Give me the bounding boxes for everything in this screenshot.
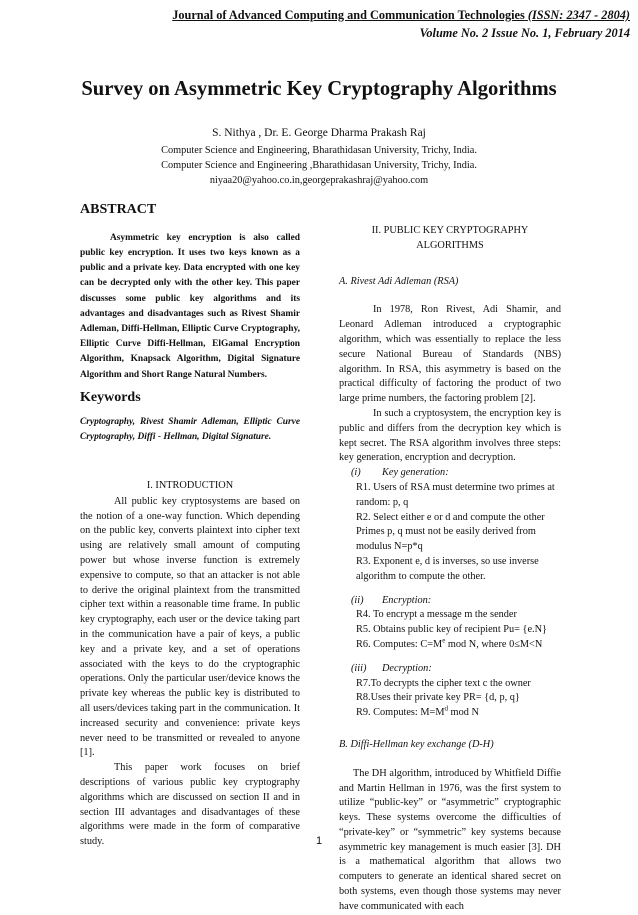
left-column (80, 203, 300, 850)
rsa-paragraph-2: In such a cryptosystem, the encryption key is public and differs from the decryption key which is kept secret. The RSA algorithm involves three steps: key generation, encryption and decryption. (339, 407, 561, 464)
step-r6 (356, 638, 561, 653)
keywords-body: Cryptography, Rivest Shamir Adleman, Elliptic Curve Cryptography, Diffi - Hellman, Digital Signature. (80, 416, 300, 442)
page-number: 1 (315, 835, 323, 847)
formula-prefix: R9. Computes: M=M (356, 707, 445, 719)
journal-title (0, 8, 630, 23)
formula-superscript: e (442, 636, 446, 645)
rsa-paragraph-1: In 1978, Ron Rivest, Adi Shamir, and Leonard Adleman introduced a cryptographic algorithm, which was essentially to replace the less secure National Bureau of Standards (NBS) algorithm. In RSA, this asymmetry is based on the practical difficulty of factoring the product of two large prime numbers, the factoring problem [2]. (339, 304, 561, 405)
journal-issn: (ISSN: 2347 - 2804) (527, 8, 630, 22)
step-label: Decryption: (382, 662, 432, 674)
step-number: (i) (351, 467, 361, 479)
step-r3: R3. Exponent e, d is inverses, so use inverse algorithm to compute the other. (356, 555, 539, 582)
formula-suffix: mod N, where 0≤M<N (445, 638, 543, 650)
key-generation-label (351, 466, 561, 481)
author-emails: niyaa20@yahoo.co.in,georgeprakashraj@yahoo.com (209, 175, 429, 186)
step-r7: R7.To decrypts the cipher text c the owner (356, 677, 531, 689)
right-column (339, 224, 561, 915)
authors: S. Nithya , Dr. E. George Dharma Prakash Raj (212, 127, 426, 139)
decryption-label (351, 662, 561, 677)
diffie-hellman-paragraph: The DH algorithm, introduced by Whitfield Diffie and Martin Hellman in 1976, was the first system to utilize “public-key” or “asymmetric” cryptographic keys. These systems overcome the difficulties of “private-key” or “symmetric” key systems because asymmetric key management is much easier [3]. DH is a mathematical algorithm that allows two computers to generate an identical shared secret on both systems, even though those systems may never have communicated with each (339, 767, 561, 912)
step-r1: R1. Users of RSA must determine two primes at random: p, q (356, 481, 555, 508)
introduction-paragraph-1: All public key cryptosystems are based on the notion of a one-way function. Which depending on the public key, converts plaintext into cipher text using are relatively small amount of computing power but whose inverse function is extremely expensive to compute, so that an attacker is not able to derive the original plaintext from the transmitted cipher text within a reasonable time frame. In public key cryptography, each user or the device taking part in the communication have a pair of keys, a public key and a private key, and a set of operations associated with the keys to do the cryptographic operations. Only the particular user/device knows the private key whereas the public key is distributed to all users/devices taking part in the communication. It increased security and convenience: private keys never need to be transmitted or revealed to anyone [1]. (80, 495, 300, 759)
abstract-body: Asymmetric key encryption is also called public key encryption. It uses two keys known as a public and a private key. Data encrypted with one key can be decrypted only with the other key. This paper discusses some public key algorithms and its advantages and disadvantages such as Rivest Shamir Adleman, Diffi-Hellman, Elliptic Curve Cryptography, Elliptic Curve Diffi-Hellman, ElGamal Encryption Algorithm, Knapsack Algorithm, Digital Signature Algorithm and Short Range Natural Numbers. (80, 232, 300, 380)
encryption-steps (356, 608, 561, 652)
step-number: (ii) (351, 594, 364, 606)
formula-suffix: mod N (447, 707, 479, 719)
rsa-heading: A. Rivest Adi Adleman (RSA) (339, 275, 459, 287)
abstract-heading: ABSTRACT (80, 202, 157, 217)
step-label: Encryption: (382, 594, 432, 606)
step-r5: R5. Obtains public key of recipient Pu= {e.N} (356, 624, 547, 636)
journal-name: Journal of Advanced Computing and Communication Technologies (172, 8, 525, 22)
introduction-heading: I. INTRODUCTION (146, 480, 234, 492)
encryption-label (351, 594, 561, 609)
affiliation-2: Computer Science and Engineering ,Bharathidasan University, Trichy, India. (161, 160, 477, 171)
step-r9 (356, 706, 561, 721)
journal-issue: Volume No. 2 Issue No. 1, February 2014 (419, 26, 630, 40)
key-generation-steps (356, 481, 561, 585)
formula-prefix: R6. Computes: C=M (356, 638, 443, 650)
paper-title: Survey on Asymmetric Key Cryptography Algorithms (81, 78, 557, 100)
decryption-steps (356, 677, 561, 721)
step-r4: R4. To encrypt a message m the sender (356, 609, 517, 621)
introduction-paragraph-2: This paper work focuses on brief descriptions of various public key cryptography algorithms which are discussed on section II and in section III advantages and disadvantages of these algorithms were made in the form of comparative study. (80, 762, 300, 848)
formula-superscript: d (444, 704, 448, 713)
section-2-heading-line-1: II. PUBLIC KEY CRYPTOGRAPHY (371, 225, 529, 236)
step-r2: R2. Select either e or d and compute the other Primes p, q must not be easily derived from modulus N=p*q (356, 511, 545, 553)
affiliation-1: Computer Science and Engineering, Bharathidasan University, Trichy, India. (161, 145, 477, 156)
step-label: Key generation: (382, 467, 449, 479)
step-number: (iii) (351, 662, 367, 674)
diffie-hellman-heading: B. Diffi-Hellman key exchange (D-H) (339, 738, 494, 750)
section-2-heading-line-2: ALGORITHMS (416, 239, 484, 251)
keywords-heading: Keywords (80, 389, 141, 405)
step-r8: R8.Uses their private key PR= {d, p, q} (356, 692, 520, 704)
